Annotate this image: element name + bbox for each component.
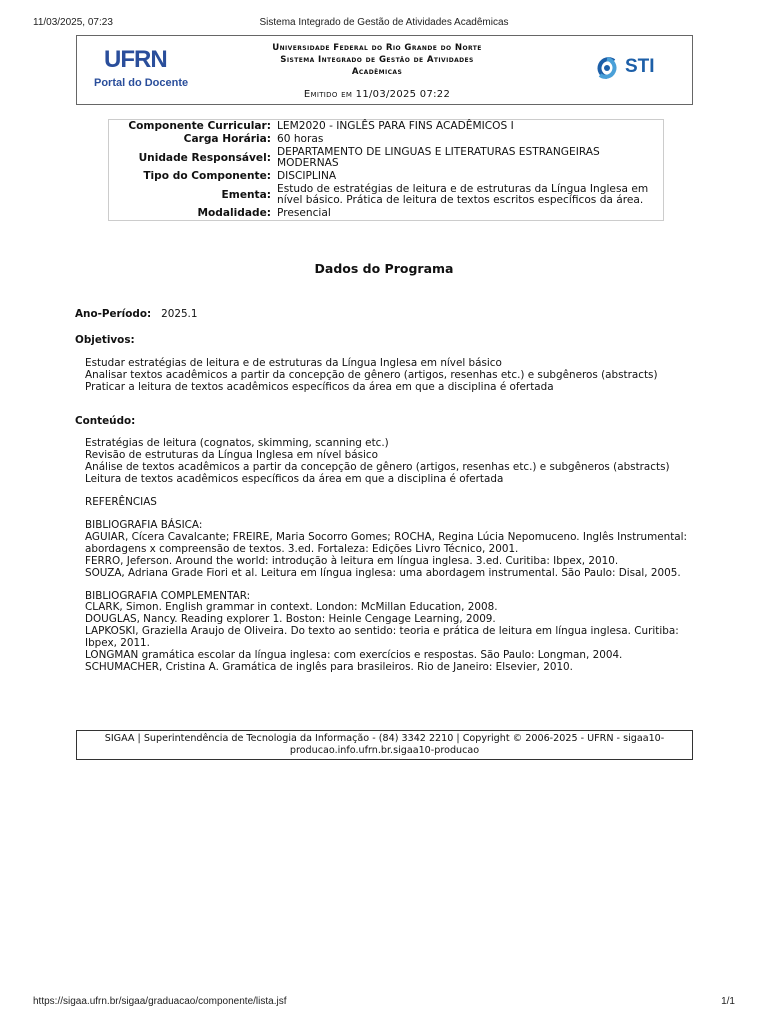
content-item: Análise de textos acadêmicos a partir da concepção de gênero (artigos, resenhas etc.) e subgêneros (abstracts) <box>85 461 670 474</box>
emitted-date: Emitido em 11/03/2025 07:22 <box>303 89 451 100</box>
info-row <box>109 133 664 146</box>
period-value: 2025.1 <box>161 308 198 320</box>
institution-line-3: Acadêmicas <box>351 67 403 77</box>
institution-line-2: Sistema Integrado de Gestão de Atividades <box>280 55 474 65</box>
info-value: DISCIPLINA <box>277 170 337 182</box>
info-label: Modalidade: <box>197 207 271 219</box>
info-row <box>109 120 664 134</box>
print-datetime: 11/03/2025, 07:23 <box>33 17 113 28</box>
period-label: Ano-Período: <box>75 308 152 320</box>
objective-item: Praticar a leitura de textos acadêmicos específicos da área em que a disciplina é ofertada <box>85 380 554 393</box>
bibliography-item: LAPKOSKI, Graziella Araujo de Oliveira. Do texto ao sentido: teoria e prática de leitura em língua inglesa. Curitiba: Ibpex, 2011. <box>85 625 683 650</box>
info-value: LEM2020 - INGLÊS PARA FINS ACADÊMICOS I <box>277 120 514 132</box>
info-label: Carga Horária: <box>183 133 271 145</box>
basic-bibliography-heading: BIBLIOGRAFIA BÁSICA: <box>85 518 203 531</box>
sti-logo <box>592 50 672 86</box>
info-value: DEPARTAMENTO DE LINGUAS E LITERATURAS ESTRANGEIRAS MODERNAS <box>277 146 600 169</box>
info-label: Ementa: <box>221 188 271 201</box>
sti-logo-text: STI <box>625 56 655 77</box>
content-list <box>75 438 695 673</box>
bibliography-item: CLARK, Simon. English grammar in context. London: McMillan Education, 2008. <box>85 601 498 614</box>
institution-name <box>227 42 527 78</box>
info-row <box>109 183 664 207</box>
period-row <box>75 309 695 321</box>
sigaa-footer: SIGAA | Superintendência de Tecnologia da Informação - (84) 3342 2210 | Copyright © 2006-2025 - UFRN - sigaa10-producao.info.ufrn.br.sigaa10-producao <box>76 730 693 760</box>
objectives-title: Objetivos: <box>75 333 135 346</box>
bibliography-item: LONGMAN gramática escolar da língua inglesa: com exercícios e respostas. São Paulo: Longman, 2004. <box>85 649 623 662</box>
content-item: Leitura de textos acadêmicos específicos da área em que a disciplina é ofertada <box>85 473 504 486</box>
info-value: Presencial <box>277 207 331 219</box>
objective-item: Analisar textos acadêmicos a partir da concepção de gênero (artigos, resenhas etc.) e subgêneros (abstracts) <box>85 368 658 381</box>
objective-item: Estudar estratégias de leitura e de estruturas da Língua Inglesa em nível básico <box>85 356 502 369</box>
institution-line-1: Universidade Federal do Rio Grande do Norte <box>272 43 482 53</box>
bibliography-item: DOUGLAS, Nancy. Reading explorer 1. Boston: Heinle Cengage Learning, 2009. <box>85 613 496 626</box>
page-number: 1/1 <box>721 996 735 1007</box>
bibliography-item: FERRO, Jeferson. Around the world: introdução à leitura em língua inglesa. 3.ed. Curitiba: Ibpex, 2010. <box>85 554 619 567</box>
print-header <box>33 17 735 31</box>
content-item: Estratégias de leitura (cognatos, skimming, scanning etc.) <box>85 437 389 450</box>
ufrn-logo <box>92 44 207 94</box>
complementary-bibliography-heading: BIBLIOGRAFIA COMPLEMENTAR: <box>85 589 251 602</box>
references-heading: REFERÊNCIAS <box>85 496 157 509</box>
bibliography-item: SCHUMACHER, Cristina A. Gramática de inglês para brasileiros. Rio de Janeiro: Elsevier, 2010. <box>85 660 573 673</box>
info-row <box>109 170 664 183</box>
objectives-list <box>75 358 695 394</box>
bibliography-item: SOUZA, Adriana Grade Fiori et al. Leitura em língua inglesa: uma abordagem instrumental. São Paulo: Disal, 2005. <box>85 566 681 579</box>
info-label: Componente Curricular: <box>128 120 271 132</box>
sti-logo-icon <box>592 53 622 83</box>
ufrn-logo-text: UFRN <box>104 46 167 73</box>
info-value: Estudo de estratégias de leitura e de estruturas da Língua Inglesa em nível básico. Prática de leitura de textos escritos específicos da área. <box>277 183 649 206</box>
program-content <box>75 309 695 674</box>
program-heading: Dados do Programa <box>314 261 454 276</box>
info-label: Unidade Responsável: <box>138 151 271 164</box>
component-info-table <box>108 119 664 221</box>
content-title: Conteúdo: <box>75 414 136 427</box>
print-url: https://sigaa.ufrn.br/sigaa/graduacao/componente/lista.jsf <box>33 996 287 1007</box>
info-label: Tipo do Componente: <box>143 170 271 182</box>
info-value: 60 horas <box>277 133 324 145</box>
info-row <box>109 207 664 221</box>
document-header <box>76 35 693 105</box>
print-title: Sistema Integrado de Gestão de Atividades Acadêmicas <box>259 17 509 28</box>
bibliography-item: AGUIAR, Cícera Cavalcante; FREIRE, Maria Socorro Gomes; ROCHA, Regina Lúcia Nepomuceno. Inglês Instrumental: abordagens x compreensão de textos. 3.ed. Fortaleza: Edições Livro Técnico, 2001. <box>85 530 691 555</box>
info-row <box>109 146 664 170</box>
portal-label: Portal do Docente <box>94 77 189 89</box>
content-item: Revisão de estruturas da Língua Inglesa em nível básico <box>85 449 379 462</box>
